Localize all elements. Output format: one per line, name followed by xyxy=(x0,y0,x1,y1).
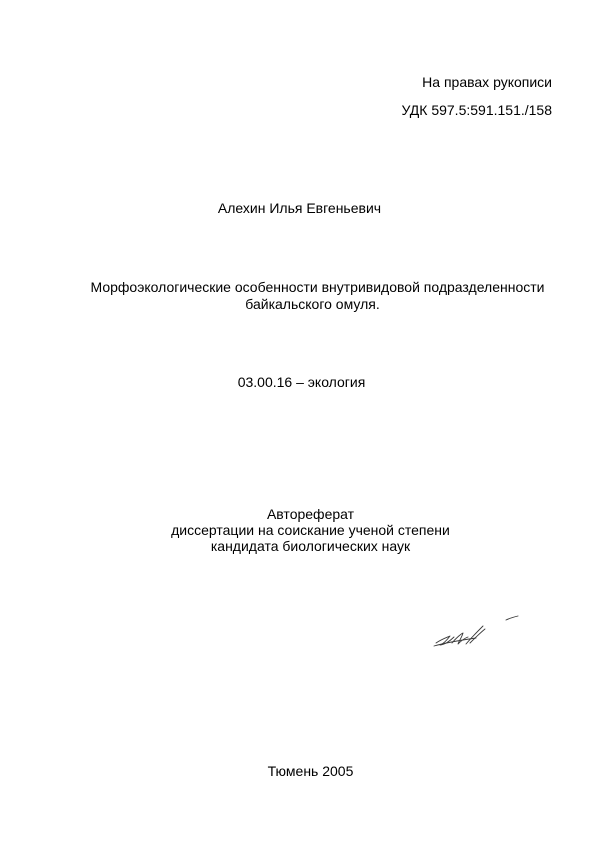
rights-note: На правах рукописи xyxy=(422,74,552,90)
author-name: Алехин Илья Евгеньевич xyxy=(217,200,382,216)
abstract-degree: кандидата биологических наук xyxy=(210,538,411,554)
udc-code: УДК 597.5:591.151./158 xyxy=(401,102,552,118)
specialty-code: 03.00.16 – экология xyxy=(237,374,366,390)
thesis-title-line-2: байкальского омуля. xyxy=(245,296,380,312)
abstract-heading: Автореферат xyxy=(266,506,355,522)
abstract-purpose: диссертации на соискание ученой степени xyxy=(171,522,450,538)
thesis-title-line-1: Морфоэкологические особенности внутривидовой подразделенности xyxy=(90,279,545,295)
city-year: Тюмень 2005 xyxy=(267,763,354,779)
handwritten-signature xyxy=(428,610,524,652)
